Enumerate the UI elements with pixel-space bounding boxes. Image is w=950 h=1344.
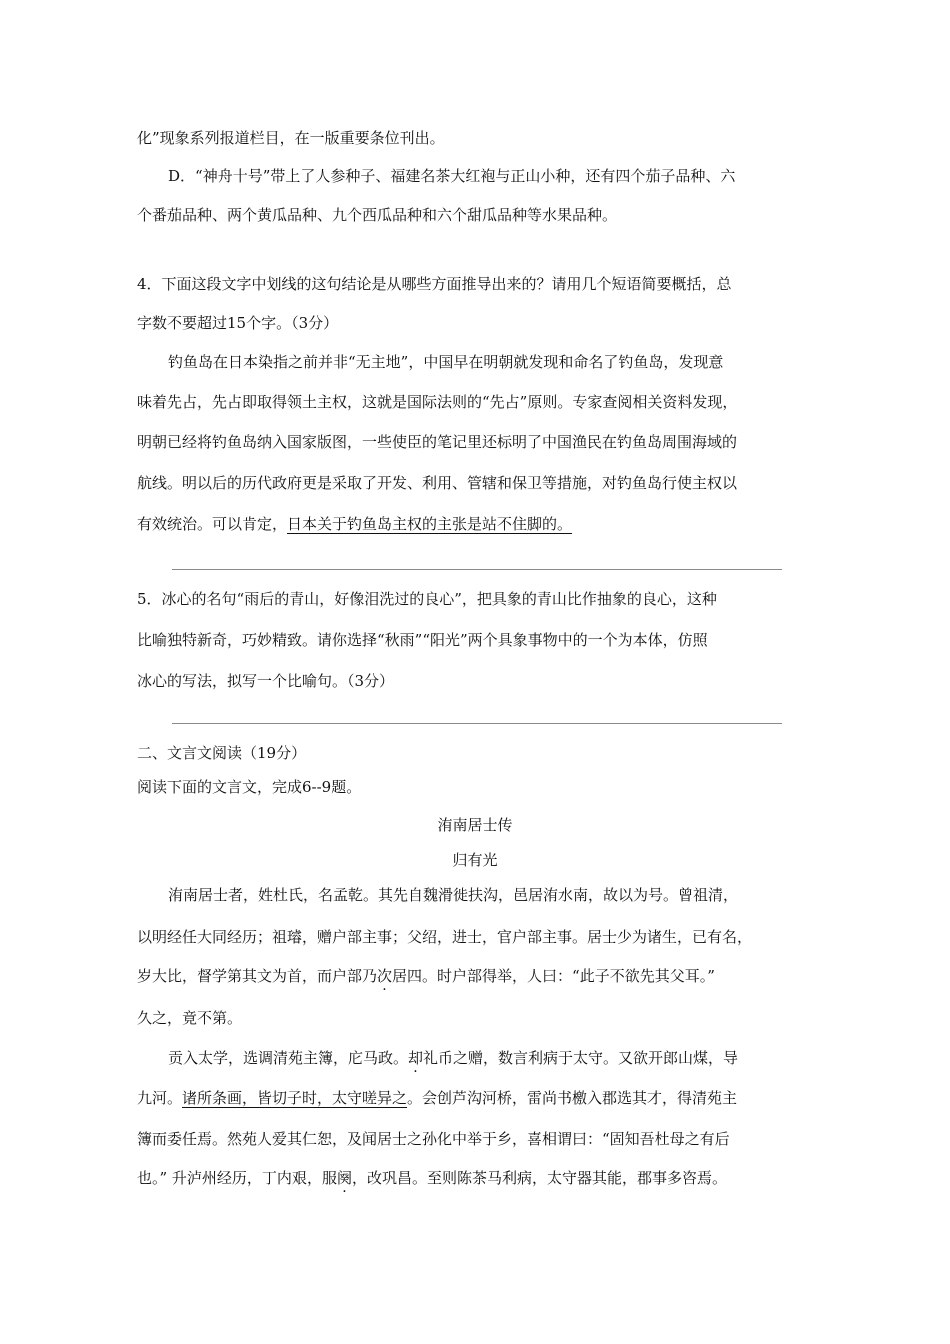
question-4-line: 4．下面这段文字中划线的这句结论是从哪些方面推导出来的？请用几个短语简要概括，总 (137, 275, 732, 293)
q4-passage-line: 钓鱼岛在日本染指之前并非“无主地”，中国早在明朝就发现和命名了钓鱼岛，发现意 (168, 353, 724, 371)
passage-line: 簿而委任焉。然苑人爱其仁恕，及闻居士之孙化中举于乡，喜相谓曰：“固知吾杜母之有后 (137, 1130, 730, 1148)
reading-instruction: 阅读下面的文言文，完成6--9题。 (137, 778, 362, 796)
passage-line (168, 1048, 738, 1068)
emphasis-char: 却 (408, 1049, 424, 1067)
question-5-line: 冰心的写法，拟写一个比喻句。（3分） (137, 672, 395, 690)
question-5-line: 5．冰心的名句“雨后的青山，好像泪洗过的良心”，把具象的青山比作抽象的良心，这种 (137, 590, 717, 608)
option-d-line: D．“神舟十号”带上了人参种子、福建名茶大红袍与正山小种，还有四个茄子品种、六 (168, 167, 736, 185)
emphasis-char: 次 (377, 967, 393, 985)
passage-line: 以明经任大同经历；祖璿，赠户部主事；父绍，进士，官户部主事。居士少为诸生，已有名， (137, 928, 753, 946)
paragraph-line: 个番茄品种、两个黄瓜品种、九个西瓜品种和六个甜瓜品种等水果品种。 (137, 206, 618, 224)
section-heading: 二、文言文阅读（19分） (137, 744, 307, 762)
passage-line (137, 1168, 727, 1188)
passage-line: 洧南居士者，姓杜氏，名孟乾。其先自魏滑徙扶沟，邑居洧水南，故以为号。曾祖清， (168, 886, 739, 904)
answer-line (172, 723, 782, 724)
passage-text: 居四。时户部得举，人曰：“此子不欲先其父耳。” (392, 967, 715, 985)
passage-line: 久之，竟不第。 (137, 1009, 243, 1027)
passage-text: ，改巩昌。至则陈茶马利病，太守器其能，郡事多咨焉。 (351, 1169, 727, 1187)
underlined-sentence: 诸所条画，皆切子时，太守嗟异之 (182, 1089, 408, 1107)
passage-line (137, 1088, 737, 1108)
answer-line (172, 569, 782, 570)
passage-text: 也。” 升泸州经历，丁内艰，服 (137, 1169, 337, 1187)
passage-author: 归有光 (452, 851, 498, 869)
q4-passage-text: 有效统治。可以肯定， (137, 515, 288, 533)
question-4-line: 字数不要超过15个字。（3分） (137, 314, 339, 332)
passage-text: 岁大比，督学第其文为首，而户部乃 (137, 967, 378, 985)
paragraph-line: 化”现象系列报道栏目，在一版重要条位刊出。 (137, 129, 445, 147)
passage-title: 洧南居士传 (437, 816, 513, 834)
q4-passage-line: 明朝已经将钓鱼岛纳入国家版图，一些使臣的笔记里还标明了中国渔民在钓鱼岛周围海域的 (137, 433, 738, 451)
q4-passage-line (137, 514, 572, 534)
question-5-line: 比喻独特新奇，巧妙精致。请你选择“秋雨”“阳光”两个具象事物中的一个为本体，仿照 (137, 631, 708, 649)
q4-passage-line: 航线。明以后的历代政府更是采取了开发、利用、管辖和保卫等措施，对钓鱼岛行使主权以 (137, 474, 738, 492)
underlined-conclusion: 日本关于钓鱼岛主权的主张是站不住脚的。 (287, 515, 573, 533)
passage-line (137, 966, 715, 986)
passage-text: 。会创芦沟河桥，雷尚书檄入郡选其才，得清苑主 (407, 1089, 738, 1107)
passage-text: 九河。 (137, 1089, 183, 1107)
passage-text: 贡入太学，选调清苑主簿，庀马政。 (168, 1049, 409, 1067)
passage-text: 礼币之赠，数言利病于太守。又欲开郎山煤，导 (423, 1049, 739, 1067)
emphasis-char: 阕 (336, 1169, 352, 1187)
q4-passage-line: 味着先占，先占即取得领土主权，这就是国际法则的“先占”原则。专家查阅相关资料发现， (137, 393, 738, 411)
